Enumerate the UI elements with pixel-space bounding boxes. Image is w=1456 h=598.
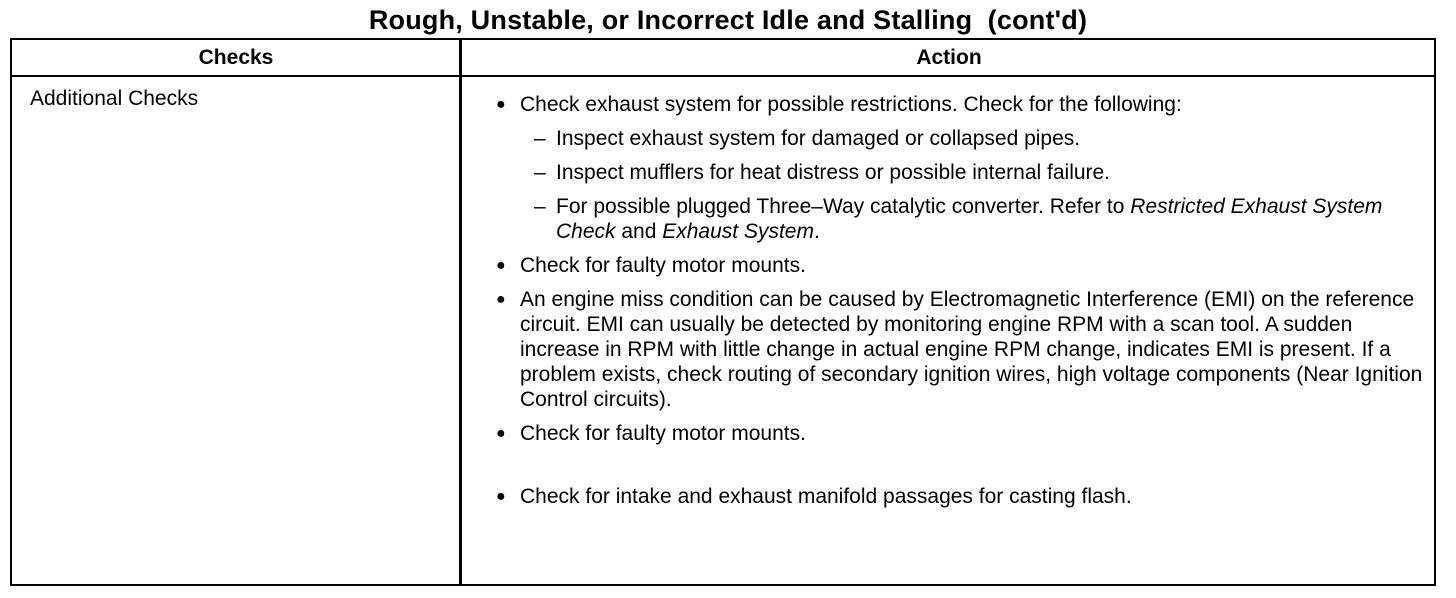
dash-icon: – xyxy=(534,127,546,150)
action-text-post: . xyxy=(813,220,820,243)
action-column-header: Action xyxy=(916,46,982,69)
dash-icon: – xyxy=(534,161,546,184)
bullet-icon: ● xyxy=(496,291,506,308)
action-text: Check for faulty motor mounts. xyxy=(520,254,806,277)
action-text xyxy=(556,195,1382,243)
action-sub-item xyxy=(494,126,1424,151)
action-text: Check for intake and exhaust manifold passages for casting flash. xyxy=(520,485,1132,508)
checks-column-header: Checks xyxy=(198,46,274,69)
action-text-pre: For possible plugged Three–Way catalytic converter. Refer to xyxy=(556,195,1131,218)
action-bullet xyxy=(494,421,1424,446)
action-bullet xyxy=(494,253,1424,278)
bullet-icon: ● xyxy=(496,488,506,505)
action-text: Inspect mufflers for heat distress or possible internal failure. xyxy=(556,161,1111,184)
action-sub-item xyxy=(494,194,1424,244)
action-bullet xyxy=(494,287,1424,412)
dash-icon: – xyxy=(534,195,546,218)
action-text: Inspect exhaust system for damaged or collapsed pipes. xyxy=(556,127,1081,150)
action-sub-item xyxy=(494,160,1424,185)
table-header-row xyxy=(12,40,1434,77)
reference-restricted-exhaust-check: Restricted Exhaust System Check xyxy=(556,195,1383,243)
action-text: Check for faulty motor mounts. xyxy=(520,422,806,445)
diagnostic-table xyxy=(10,38,1436,586)
action-bullet xyxy=(494,92,1424,117)
page-title: Rough, Unstable, or Incorrect Idle and Stalling (cont'd) xyxy=(368,5,1088,35)
checks-cell: Additional Checks xyxy=(30,87,199,110)
column-divider xyxy=(459,40,462,584)
bullet-icon: ● xyxy=(496,257,506,274)
action-text: Check exhaust system for possible restrictions. Check for the following: xyxy=(520,93,1182,116)
bullet-icon: ● xyxy=(496,425,506,442)
bullet-icon: ● xyxy=(496,96,506,113)
action-bullet xyxy=(494,484,1424,509)
action-text-mid: and xyxy=(615,220,663,243)
reference-exhaust-system: Exhaust System xyxy=(662,220,814,243)
action-cell xyxy=(494,92,1424,518)
action-text: An engine miss condition can be caused by Electromagnetic Interference (EMI) on the reference circuit. EMI can usually be detected by monitoring engine RPM with a scan tool. A sudden increase in RPM with little change in actual engine RPM change, indicates EMI is present. If a problem exists, check routing of secondary ignition wires, high voltage components (Near Ignition Control circuits). xyxy=(520,288,1423,411)
